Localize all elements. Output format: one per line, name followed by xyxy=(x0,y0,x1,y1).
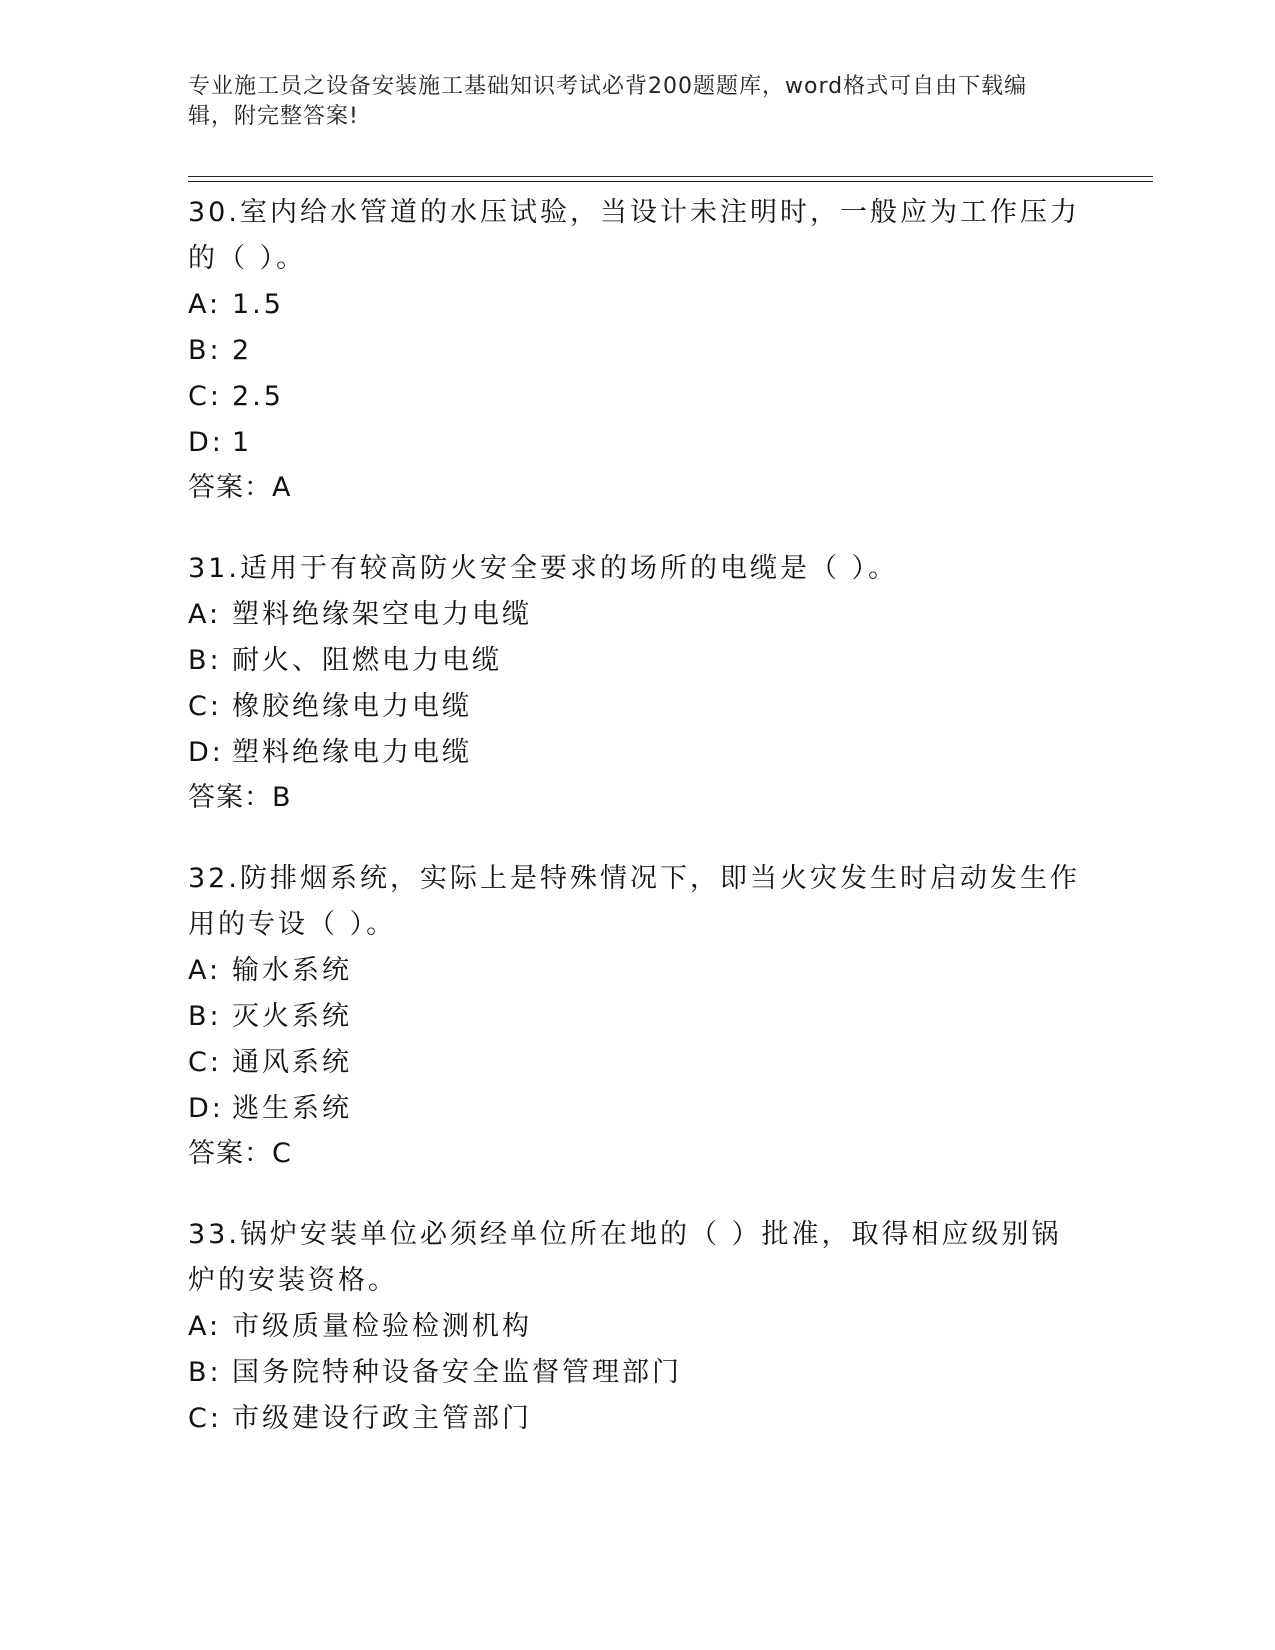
question-text: 32.防排烟系统，实际上是特殊情况下，即当火灾发生时启动发生作用的专设（ ）。 xyxy=(188,863,1080,940)
option-letter: B: xyxy=(188,1357,222,1388)
option-letter: B: xyxy=(188,645,222,676)
option-text: 2.5 xyxy=(232,381,284,412)
option-b xyxy=(188,638,1088,684)
answer-line: 答案：B xyxy=(188,782,292,813)
option-text: 2 xyxy=(232,335,253,366)
option-b xyxy=(188,994,1088,1040)
option-letter: C: xyxy=(188,1047,222,1078)
question-text: 30.室内给水管道的水压试验，当设计未注明时，一般应为工作压力的（ ）。 xyxy=(188,197,1080,274)
header-divider xyxy=(188,176,1153,182)
option-c xyxy=(188,374,1088,420)
option-letter: A: xyxy=(188,955,222,986)
question-31 xyxy=(188,546,1088,820)
document-header: 专业施工员之设备安装施工基础知识考试必背200题题库，word格式可自由下载编辑，附完整答案! xyxy=(188,74,1028,129)
option-letter: A: xyxy=(188,289,222,320)
option-c xyxy=(188,1040,1088,1086)
option-a xyxy=(188,1304,1088,1350)
option-letter: C: xyxy=(188,691,222,722)
question-text: 33.锅炉安装单位必须经单位所在地的（ ）批准，取得相应级别锅炉的安装资格。 xyxy=(188,1219,1062,1296)
option-text: 1.5 xyxy=(232,289,284,320)
option-letter: B: xyxy=(188,335,222,366)
option-a xyxy=(188,592,1088,638)
option-text: 橡胶绝缘电力电缆 xyxy=(232,691,472,722)
option-text: 逃生系统 xyxy=(232,1093,352,1124)
option-text: 1 xyxy=(232,427,253,458)
option-text: 塑料绝缘电力电缆 xyxy=(232,737,472,768)
option-d xyxy=(188,1086,1088,1132)
option-text: 市级质量检验检测机构 xyxy=(232,1311,532,1342)
option-a xyxy=(188,948,1088,994)
question-30 xyxy=(188,190,1088,510)
question-list xyxy=(188,190,1088,1478)
question-32 xyxy=(188,856,1088,1176)
option-letter: A: xyxy=(188,1311,222,1342)
option-letter: D: xyxy=(188,737,224,768)
option-text: 灭火系统 xyxy=(232,1001,352,1032)
question-text: 31.适用于有较高防火安全要求的场所的电缆是（ ）。 xyxy=(188,553,899,584)
option-a xyxy=(188,282,1088,328)
option-letter: C: xyxy=(188,381,222,412)
answer-line: 答案：C xyxy=(188,1138,292,1169)
question-33 xyxy=(188,1212,1088,1442)
option-d xyxy=(188,730,1088,776)
option-text: 输水系统 xyxy=(232,955,352,986)
option-letter: D: xyxy=(188,427,224,458)
option-c xyxy=(188,1396,1088,1442)
option-b xyxy=(188,1350,1088,1396)
option-text: 通风系统 xyxy=(232,1047,352,1078)
option-text: 市级建设行政主管部门 xyxy=(232,1403,532,1434)
option-letter: A: xyxy=(188,599,222,630)
option-text: 国务院特种设备安全监督管理部门 xyxy=(232,1357,682,1388)
option-d xyxy=(188,420,1088,466)
option-letter: C: xyxy=(188,1403,222,1434)
option-text: 耐火、阻燃电力电缆 xyxy=(232,645,502,676)
option-text: 塑料绝缘架空电力电缆 xyxy=(232,599,532,630)
option-b xyxy=(188,328,1088,374)
option-c xyxy=(188,684,1088,730)
option-letter: B: xyxy=(188,1001,222,1032)
answer-line: 答案：A xyxy=(188,472,292,503)
option-letter: D: xyxy=(188,1093,224,1124)
